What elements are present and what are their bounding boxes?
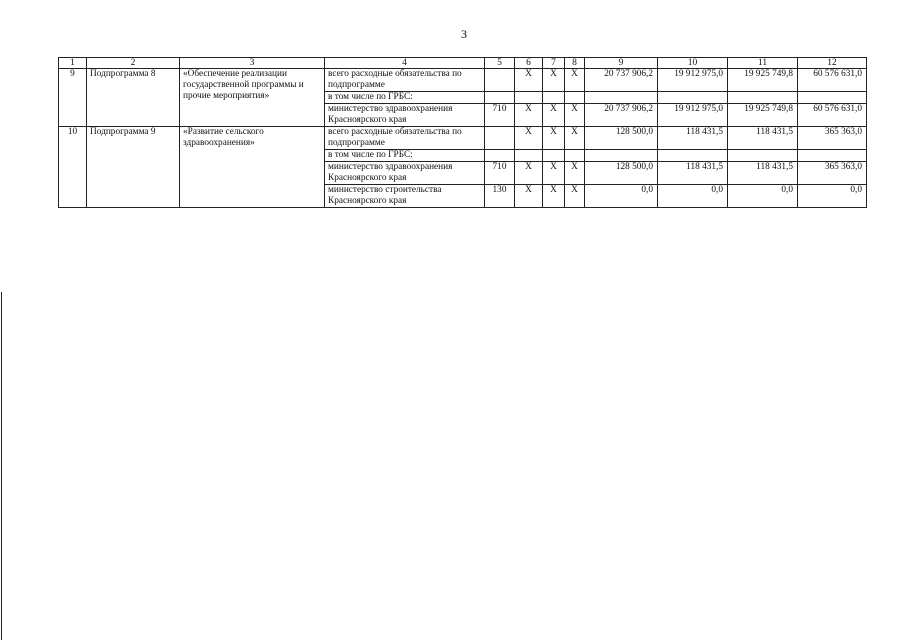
obligation-label: в том числе по ГРБС: [325, 150, 485, 162]
grbs-code: 130 [485, 185, 515, 208]
grbs-code [485, 150, 515, 162]
grbs-code: 710 [485, 162, 515, 185]
column-header: 11 [728, 58, 798, 69]
cell-x: Х [565, 69, 585, 92]
cell-x [543, 150, 565, 162]
column-header: 4 [325, 58, 485, 69]
grbs-code: 710 [485, 104, 515, 127]
cell-x: Х [565, 127, 585, 150]
column-header: 9 [585, 58, 658, 69]
subprogram-label: Подпрограмма 9 [87, 127, 180, 208]
amount-year-3: 118 431,5 [728, 162, 798, 185]
obligation-label: в том числе по ГРБС: [325, 92, 485, 104]
cell-x: Х [515, 69, 543, 92]
amount-total: 365 363,0 [798, 162, 867, 185]
obligation-label: министерство здравоохранения Красноярского края [325, 104, 485, 127]
amount-total: 60 576 631,0 [798, 104, 867, 127]
column-header: 5 [485, 58, 515, 69]
cell-x: Х [565, 185, 585, 208]
amount-year-1: 20 737 906,2 [585, 104, 658, 127]
amount-year-1: 128 500,0 [585, 162, 658, 185]
cell-x: Х [543, 127, 565, 150]
amount-total: 365 363,0 [798, 127, 867, 150]
amount-year-1: 0,0 [585, 185, 658, 208]
amount-total [798, 92, 867, 104]
cell-x: Х [515, 127, 543, 150]
obligation-label: министерство здравоохранения Красноярского края [325, 162, 485, 185]
column-header: 2 [87, 58, 180, 69]
cell-x: Х [565, 162, 585, 185]
amount-year-2: 19 912 975,0 [658, 69, 728, 92]
amount-year-3: 19 925 749,8 [728, 104, 798, 127]
row-number: 9 [59, 69, 87, 127]
amount-year-2 [658, 150, 728, 162]
row-number: 10 [59, 127, 87, 208]
amount-total: 0,0 [798, 185, 867, 208]
amount-year-3 [728, 150, 798, 162]
cell-x [565, 92, 585, 104]
column-header: 8 [565, 58, 585, 69]
grbs-code [485, 69, 515, 92]
amount-year-2: 0,0 [658, 185, 728, 208]
amount-total: 60 576 631,0 [798, 69, 867, 92]
grbs-code [485, 92, 515, 104]
cell-x [515, 92, 543, 104]
margin-rule [1, 292, 2, 640]
subprogram-name: «Обеспечение реализации государственной программы и прочие мероприятия» [180, 69, 325, 127]
column-header: 12 [798, 58, 867, 69]
amount-total [798, 150, 867, 162]
column-header: 7 [543, 58, 565, 69]
cell-x: Х [543, 104, 565, 127]
obligation-label: всего расходные обязательства по подпрограмме [325, 69, 485, 92]
cell-x: Х [515, 162, 543, 185]
column-number-header-row [59, 58, 867, 69]
column-header: 6 [515, 58, 543, 69]
cell-x [565, 150, 585, 162]
obligation-label: министерство строительства Красноярского края [325, 185, 485, 208]
budget-table [58, 57, 867, 208]
page-number: 3 [461, 27, 467, 41]
obligation-label: всего расходные обязательства по подпрограмме [325, 127, 485, 150]
column-header: 3 [180, 58, 325, 69]
column-header: 10 [658, 58, 728, 69]
column-header: 1 [59, 58, 87, 69]
cell-x: Х [515, 185, 543, 208]
amount-year-3: 0,0 [728, 185, 798, 208]
table-row [59, 69, 867, 92]
subprogram-name: «Развитие сельского здравоохранения» [180, 127, 325, 208]
amount-year-3: 118 431,5 [728, 127, 798, 150]
grbs-code [485, 127, 515, 150]
amount-year-2: 118 431,5 [658, 127, 728, 150]
cell-x [515, 150, 543, 162]
amount-year-2: 118 431,5 [658, 162, 728, 185]
cell-x: Х [543, 69, 565, 92]
cell-x [543, 92, 565, 104]
amount-year-3 [728, 92, 798, 104]
cell-x: Х [543, 185, 565, 208]
amount-year-2 [658, 92, 728, 104]
amount-year-1 [585, 150, 658, 162]
subprogram-label: Подпрограмма 8 [87, 69, 180, 127]
table-row [59, 127, 867, 150]
amount-year-1 [585, 92, 658, 104]
amount-year-2: 19 912 975,0 [658, 104, 728, 127]
cell-x: Х [565, 104, 585, 127]
amount-year-1: 20 737 906,2 [585, 69, 658, 92]
amount-year-1: 128 500,0 [585, 127, 658, 150]
amount-year-3: 19 925 749,8 [728, 69, 798, 92]
cell-x: Х [543, 162, 565, 185]
cell-x: Х [515, 104, 543, 127]
